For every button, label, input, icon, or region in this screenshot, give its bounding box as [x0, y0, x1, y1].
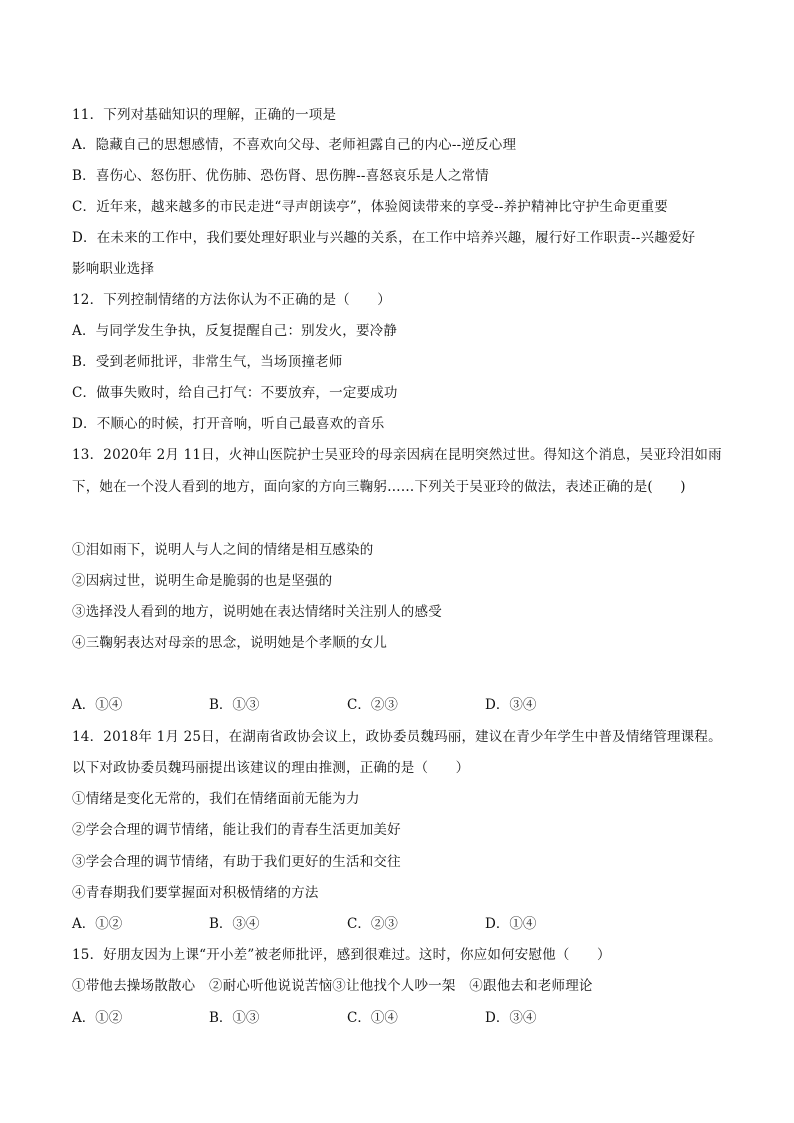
q14-statement-2: ②学会合理的调节情绪，能让我们的青春生活更加美好	[72, 822, 401, 838]
q15-stem: 15．好朋友因为上课“开小差”被老师批评，感到很难过。这时，你应如何安慰他（ ）	[72, 947, 611, 963]
q13-statement-1: ①泪如雨下，说明人与人之间的情绪是相互感染的	[72, 542, 374, 558]
q12-option-c: C．做事失败时，给自己打气：不要放弃，一定要成功	[72, 385, 398, 401]
q11-option-d-continued: 影响职业选择	[72, 261, 155, 277]
q14-stem: 14．2018年 1月 25日，在湖南省政协会议上，政协委员魏玛丽，建议在青少年学生中普及情绪管理课程。	[72, 729, 722, 745]
q13-statement-4: ④三鞠躬表达对母亲的思念，说明她是个孝顺的女儿	[72, 635, 388, 651]
q13-statement-2: ②因病过世，说明生命是脆弱的也是坚强的	[72, 573, 333, 589]
q13-option-c: C．②③	[347, 697, 398, 713]
q11-option-c: C．近年来，越来越多的市民走进“寻声朗读亭”，体验阅读带来的享受--养护精神比守护生命更重要	[72, 199, 668, 215]
q11-option-b: B．喜伤心、怒伤肝、优伤肺、恐伤肾、思伤脾--喜怒哀乐是人之常情	[72, 168, 489, 184]
q13-options	[72, 696, 632, 714]
q12-stem: 12．下列控制情绪的方法你认为不正确的是（ ）	[72, 292, 391, 308]
q15-option-b: B．①③	[209, 1010, 260, 1026]
q13-stem-continued: 下，她在一个没人看到的地方，面向家的方向三鞠躬……下列关于吴亚玲的做法，表述正确的是( )	[72, 479, 686, 495]
q14-option-a: A．①②	[72, 916, 123, 932]
q13-option-b: B．①③	[209, 697, 260, 713]
q13-stem: 13．2020年 2月 11日，火神山医院护士吴亚玲的母亲因病在昆明突然过世。得知这个消息，吴亚玲泪如雨	[72, 447, 722, 463]
q14-statement-1: ①情绪是变化无常的，我们在情绪面前无能为力	[72, 791, 360, 807]
q13-option-d: D．③④	[485, 697, 537, 713]
q14-statement-3: ③学会合理的调节情绪，有助于我们更好的生活和交往	[72, 854, 401, 870]
q12-option-b: B．受到老师批评，非常生气，当场顶撞老师	[72, 354, 343, 370]
q11-stem: 11．下列对基础知识的理解，正确的一项是	[72, 107, 337, 123]
q14-statement-4: ④青春期我们要掌握面对积极情绪的方法	[72, 885, 319, 901]
q14-stem-continued: 以下对政协委员魏玛丽提出该建议的理由推测，正确的是（ ）	[72, 760, 470, 776]
q12-option-d: D．不顺心的时候，打开音响，听自己最喜欢的音乐	[72, 416, 385, 432]
q15-option-a: A．①②	[72, 1010, 123, 1026]
q15-option-c: C．①④	[347, 1010, 398, 1026]
q11-option-a: A．隐藏自己的思想感情，不喜欢向父母、老师袒露自己的内心--逆反心理	[72, 137, 517, 153]
q14-option-d: D．①④	[485, 916, 537, 932]
q14-options	[72, 915, 632, 933]
q12-option-a: A．与同学发生争执，反复提醒自己：别发火，要冷静	[72, 323, 398, 339]
q15-statements: ①带他去操场散散心 ②耐心听他说说苦恼③让他找个人吵一架 ④跟他去和老师理论	[72, 978, 593, 994]
q14-option-b: B．③④	[209, 916, 260, 932]
q15-options	[72, 1009, 632, 1027]
q13-statement-3: ③选择没人看到的地方，说明她在表达情绪时关注别人的感受	[72, 604, 442, 620]
q11-option-d: D．在未来的工作中，我们要处理好职业与兴趣的关系，在工作中培养兴趣，履行好工作职责--兴趣爱好	[72, 230, 696, 246]
q13-option-a: A．①④	[72, 697, 123, 713]
q14-option-c: C．②③	[347, 916, 398, 932]
q15-option-d: D．③④	[485, 1010, 537, 1026]
